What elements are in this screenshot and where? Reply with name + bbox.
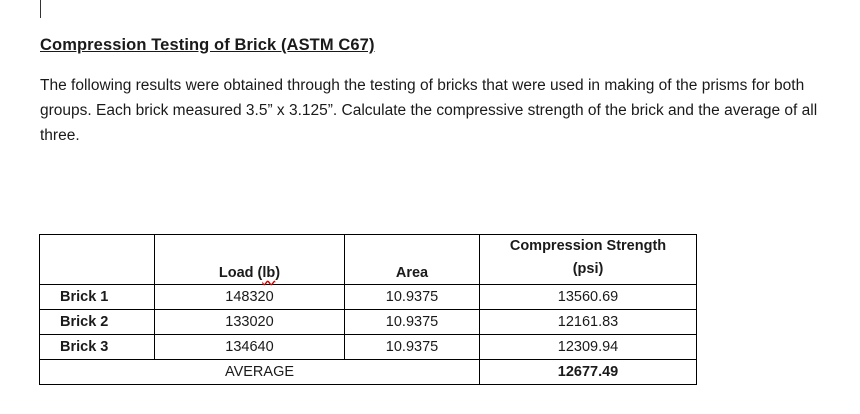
table-row bbox=[40, 335, 697, 360]
strength-cell: 13560.69 bbox=[480, 285, 697, 310]
header-load-unit: lb bbox=[262, 265, 276, 281]
average-label: AVERAGE bbox=[40, 360, 480, 385]
load-cell: 134640 bbox=[155, 335, 345, 360]
table-row bbox=[40, 285, 697, 310]
strength-cell: 12161.83 bbox=[480, 310, 697, 335]
row-label: Brick 2 bbox=[40, 310, 155, 335]
header-strength-line1: Compression Strength bbox=[509, 238, 667, 254]
header-load-suffix: ) bbox=[275, 265, 281, 281]
header-strength-line2: (psi) bbox=[572, 261, 604, 277]
header-empty-cell bbox=[40, 235, 155, 285]
row-label: Brick 1 bbox=[40, 285, 155, 310]
load-cell: 133020 bbox=[155, 310, 345, 335]
header-strength bbox=[480, 235, 697, 285]
strength-cell: 12309.94 bbox=[480, 335, 697, 360]
area-cell: 10.9375 bbox=[345, 335, 480, 360]
header-load bbox=[155, 235, 345, 285]
load-cell: 148320 bbox=[155, 285, 345, 310]
document-paragraph: The following results were obtained through the testing of bricks that were used in making of the prisms for both groups. Each brick measured 3.5” x 3.125”. Calculate the compressive strength of the brick and the average of all three. bbox=[40, 77, 818, 144]
document-heading: Compression Testing of Brick (ASTM C67) bbox=[40, 36, 375, 54]
table-row bbox=[40, 310, 697, 335]
text-cursor bbox=[40, 0, 41, 18]
row-label: Brick 3 bbox=[40, 335, 155, 360]
average-value: 12677.49 bbox=[480, 360, 697, 385]
results-table bbox=[39, 234, 697, 385]
header-load-prefix: Load ( bbox=[218, 265, 263, 281]
table-header-row bbox=[40, 235, 697, 285]
average-row bbox=[40, 360, 697, 385]
area-cell: 10.9375 bbox=[345, 285, 480, 310]
header-area: Area bbox=[345, 235, 480, 285]
area-cell: 10.9375 bbox=[345, 310, 480, 335]
